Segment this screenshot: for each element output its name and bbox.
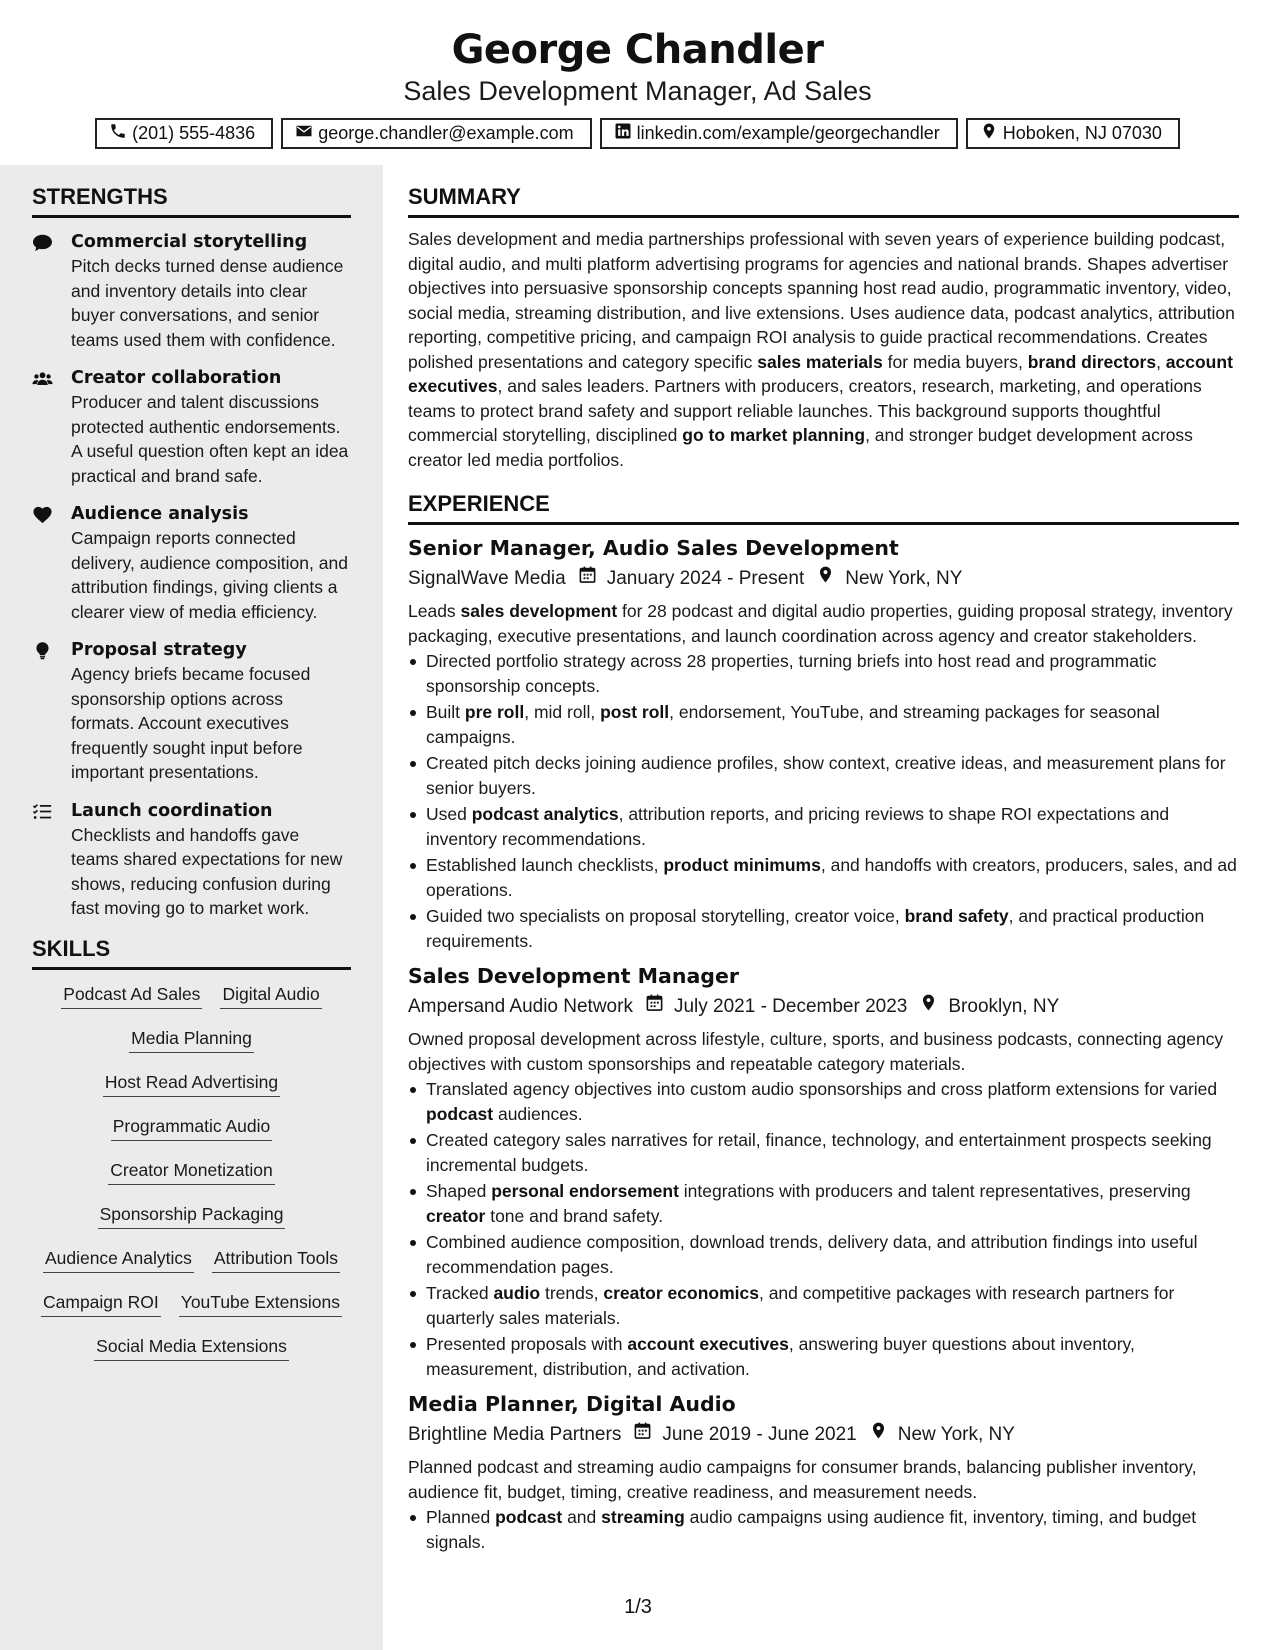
skill-tag: Audience Analytics	[43, 1246, 194, 1273]
bold-keyword: sales development	[460, 601, 618, 621]
job-dates: July 2021 - December 2023	[673, 996, 908, 1017]
job-entry	[408, 1389, 1239, 1554]
skill-tag: YouTube Extensions	[179, 1290, 342, 1317]
job-bullet: Presented proposals with account executives, answering buyer questions about inventory, measurement, distribution, and activation.	[408, 1332, 1239, 1381]
envelope-icon	[295, 122, 313, 145]
job-bullet: Shaped personal endorsement integrations with producers and talent representatives, preserving creator tone and brand safety.	[408, 1179, 1239, 1228]
bold-keyword: creator	[426, 1205, 486, 1226]
bold-keyword: pre roll	[464, 702, 525, 722]
contact-phone[interactable]	[95, 118, 273, 149]
job-description: Leads sales development for 28 podcast and digital audio properties, guiding proposal strategy, inventory packaging, executive presentations, and launch coordination across agency and creator stakeholders.	[408, 601, 1233, 646]
job-bullets	[408, 1505, 1239, 1554]
job-company: Ampersand Audio Network	[408, 996, 633, 1017]
job-dates: January 2024 - Present	[606, 568, 805, 589]
strength-text: Producer and talent discussions protected authentic endorsements. A useful question often kept an idea practical and brand safe.	[71, 392, 349, 486]
skills-list	[32, 982, 351, 1361]
bold-keyword: podcast	[426, 1103, 494, 1124]
skills-heading: SKILLS	[32, 935, 351, 970]
bold-keyword: sales materials	[757, 351, 883, 372]
experience-heading: EXPERIENCE	[408, 490, 1239, 525]
skill-tag: Programmatic Audio	[111, 1114, 273, 1141]
strength-title: Launch coordination	[71, 800, 273, 821]
bold-keyword: post roll	[600, 702, 670, 722]
contact-email-text: george.chandler@example.com	[318, 123, 574, 143]
calendar-icon	[633, 992, 674, 1022]
strengths-heading: STRENGTHS	[32, 183, 351, 218]
strength-item	[32, 502, 351, 624]
job-bullet: Planned podcast and streaming audio campaigns using audience fit, inventory, timing, and budget signals.	[408, 1505, 1239, 1554]
checklist-icon	[32, 799, 71, 921]
sidebar	[0, 165, 383, 1650]
skill-tag: Creator Monetization	[108, 1158, 274, 1185]
speech-bubble-icon	[32, 230, 71, 352]
contact-email[interactable]	[281, 118, 591, 149]
main-column	[408, 165, 1239, 1556]
job-bullet: Created category sales narratives for retail, finance, technology, and entertainment prospects seeking incremental budgets.	[408, 1128, 1239, 1177]
job-title: Media Planner, Digital Audio	[408, 1392, 736, 1416]
strength-text: Pitch decks turned dense audience and inventory details into clear buyer conversations, and senior teams used them with confidence.	[71, 256, 344, 350]
job-description: Planned podcast and streaming audio campaigns for consumer brands, balancing publisher inventory, audience fit, budget, timing, creative readiness, and measurement needs.	[408, 1457, 1197, 1502]
strength-item	[32, 230, 351, 352]
strength-title: Commercial storytelling	[71, 232, 308, 252]
strength-item	[32, 638, 351, 785]
job-bullet: Created pitch decks joining audience profiles, show context, creative ideas, and measurement plans for senior buyers.	[408, 751, 1239, 800]
bold-keyword: brand safety	[904, 906, 1009, 926]
job-bullet: Combined audience composition, download trends, delivery data, and attribution findings into useful recommendation pages.	[408, 1230, 1239, 1279]
bold-keyword: streaming	[601, 1507, 685, 1527]
page-number: 1/3	[624, 1596, 652, 1618]
strength-text: Agency briefs became focused sponsorship options across formats. Account executives frequently sought input before important presentations.	[71, 664, 311, 782]
job-bullet: Directed portfolio strategy across 28 properties, turning briefs into host read and programmatic sponsorship concepts.	[408, 649, 1239, 698]
bold-keyword: audio	[493, 1283, 541, 1303]
bold-keyword: brand directors	[1027, 351, 1157, 372]
map-pin-icon	[804, 564, 845, 594]
map-pin-icon	[907, 992, 948, 1022]
job-entry	[408, 961, 1239, 1381]
skill-tag: Podcast Ad Sales	[61, 982, 202, 1009]
strength-item	[32, 366, 351, 488]
bold-keyword: creator economics	[603, 1283, 759, 1303]
bold-keyword: go to market planning	[682, 425, 866, 445]
bold-keyword: product minimums	[663, 855, 821, 875]
bold-keyword: account executives	[627, 1334, 789, 1354]
contact-linkedin-text: linkedin.com/example/georgechandler	[636, 123, 940, 143]
skill-tag: Media Planning	[129, 1026, 254, 1053]
contact-bar	[0, 118, 1275, 149]
job-description: Owned proposal development across lifestyle, culture, sports, and business podcasts, connecting agency objectives with custom sponsorships and repeatable category materials.	[408, 1029, 1224, 1074]
strength-text: Campaign reports connected delivery, audience composition, and attribution findings, giving clients a clearer view of media efficiency.	[71, 528, 348, 622]
job-bullets	[408, 649, 1239, 953]
job-company: Brightline Media Partners	[408, 1424, 622, 1445]
strength-title: Creator collaboration	[71, 368, 282, 388]
map-pin-icon	[980, 122, 998, 145]
strength-title: Proposal strategy	[71, 640, 247, 660]
contact-location-text: Hoboken, NJ 07030	[1002, 123, 1162, 143]
lightbulb-icon	[32, 638, 71, 785]
map-pin-icon	[857, 1420, 898, 1450]
skill-tag: Campaign ROI	[41, 1290, 161, 1317]
skill-tag: Social Media Extensions	[94, 1334, 289, 1361]
job-bullet: Translated agency objectives into custom audio sponsorships and cross platform extensions for varied podcast audiences.	[408, 1077, 1239, 1126]
skill-tag: Digital Audio	[220, 982, 321, 1009]
skill-tag: Attribution Tools	[212, 1246, 340, 1273]
candidate-name: George Chandler	[451, 27, 824, 73]
strength-item	[32, 799, 351, 921]
job-bullet: Used podcast analytics, attribution reports, and pricing reviews to shape ROI expectations and inventory recommendations.	[408, 802, 1239, 851]
job-bullets	[408, 1077, 1239, 1381]
job-bullet: Built pre roll, mid roll, post roll, endorsement, YouTube, and streaming packages for seasonal campaigns.	[408, 700, 1239, 749]
job-title: Senior Manager, Audio Sales Development	[408, 536, 899, 560]
job-meta	[408, 992, 1239, 1022]
job-location: New York, NY	[897, 1424, 1015, 1445]
job-dates: June 2019 - June 2021	[662, 1424, 857, 1445]
job-entry	[408, 533, 1239, 953]
job-title: Sales Development Manager	[408, 964, 739, 988]
job-location: Brooklyn, NY	[948, 996, 1060, 1017]
strength-text: Checklists and handoffs gave teams shared expectations for new shows, reducing confusion during fast moving go to market work.	[71, 824, 343, 918]
candidate-role: Sales Development Manager, Ad Sales	[403, 76, 872, 106]
resume-header	[0, 0, 1275, 165]
job-meta	[408, 1420, 1239, 1450]
heart-icon	[32, 502, 71, 624]
job-bullet: Established launch checklists, product minimums, and handoffs with creators, producers, sales, and ad operations.	[408, 853, 1239, 902]
users-icon	[32, 366, 71, 488]
job-meta	[408, 564, 1239, 594]
job-bullet: Guided two specialists on proposal storytelling, creator voice, brand safety, and practical production requirements.	[408, 904, 1239, 953]
job-location: New York, NY	[845, 568, 963, 589]
bold-keyword: personal endorsement	[491, 1181, 679, 1201]
summary-heading: SUMMARY	[408, 183, 1239, 218]
bold-keyword: podcast	[495, 1507, 563, 1527]
calendar-icon	[621, 1420, 662, 1450]
strengths-list	[32, 230, 351, 921]
contact-phone-text: (201) 555-4836	[132, 123, 256, 143]
linkedin-icon	[614, 122, 632, 145]
job-bullet: Tracked audio trends, creator economics, and competitive packages with research partners for quarterly sales materials.	[408, 1281, 1239, 1330]
phone-icon	[109, 122, 127, 145]
strength-title: Audience analysis	[71, 504, 249, 524]
bold-keyword: podcast analytics	[471, 804, 619, 824]
skill-tag: Sponsorship Packaging	[98, 1202, 286, 1229]
summary-text: Sales development and media partnerships professional with seven years of experience building podcast, digital audio, and multi platform advertising programs for agencies and national brands. Shapes advertiser objectives into persuasive sponsorship concepts spanning host read audio, programmatic inventory, video, social media, streaming distribution, and live extensions. Uses audience data, podcast analytics, attribution reporting, competitive pricing, and campaign ROI analysis to guide practical recommendations. Creates polished presentations and category specific sales materials for media buyers, brand directors, account executives, and sales leaders. Partners with producers, creators, research, marketing, and operations teams to protect brand safety and support reliable launches. This background supports thoughtful commercial storytelling, disciplined go to market planning, and stronger budget development across creator led media portfolios.	[408, 229, 1235, 470]
skill-tag: Host Read Advertising	[103, 1070, 280, 1097]
job-company: SignalWave Media	[408, 568, 566, 589]
bold-keyword: account executives	[408, 351, 1233, 396]
contact-location[interactable]	[966, 118, 1180, 149]
calendar-icon	[566, 564, 607, 594]
contact-linkedin[interactable]	[600, 118, 958, 149]
